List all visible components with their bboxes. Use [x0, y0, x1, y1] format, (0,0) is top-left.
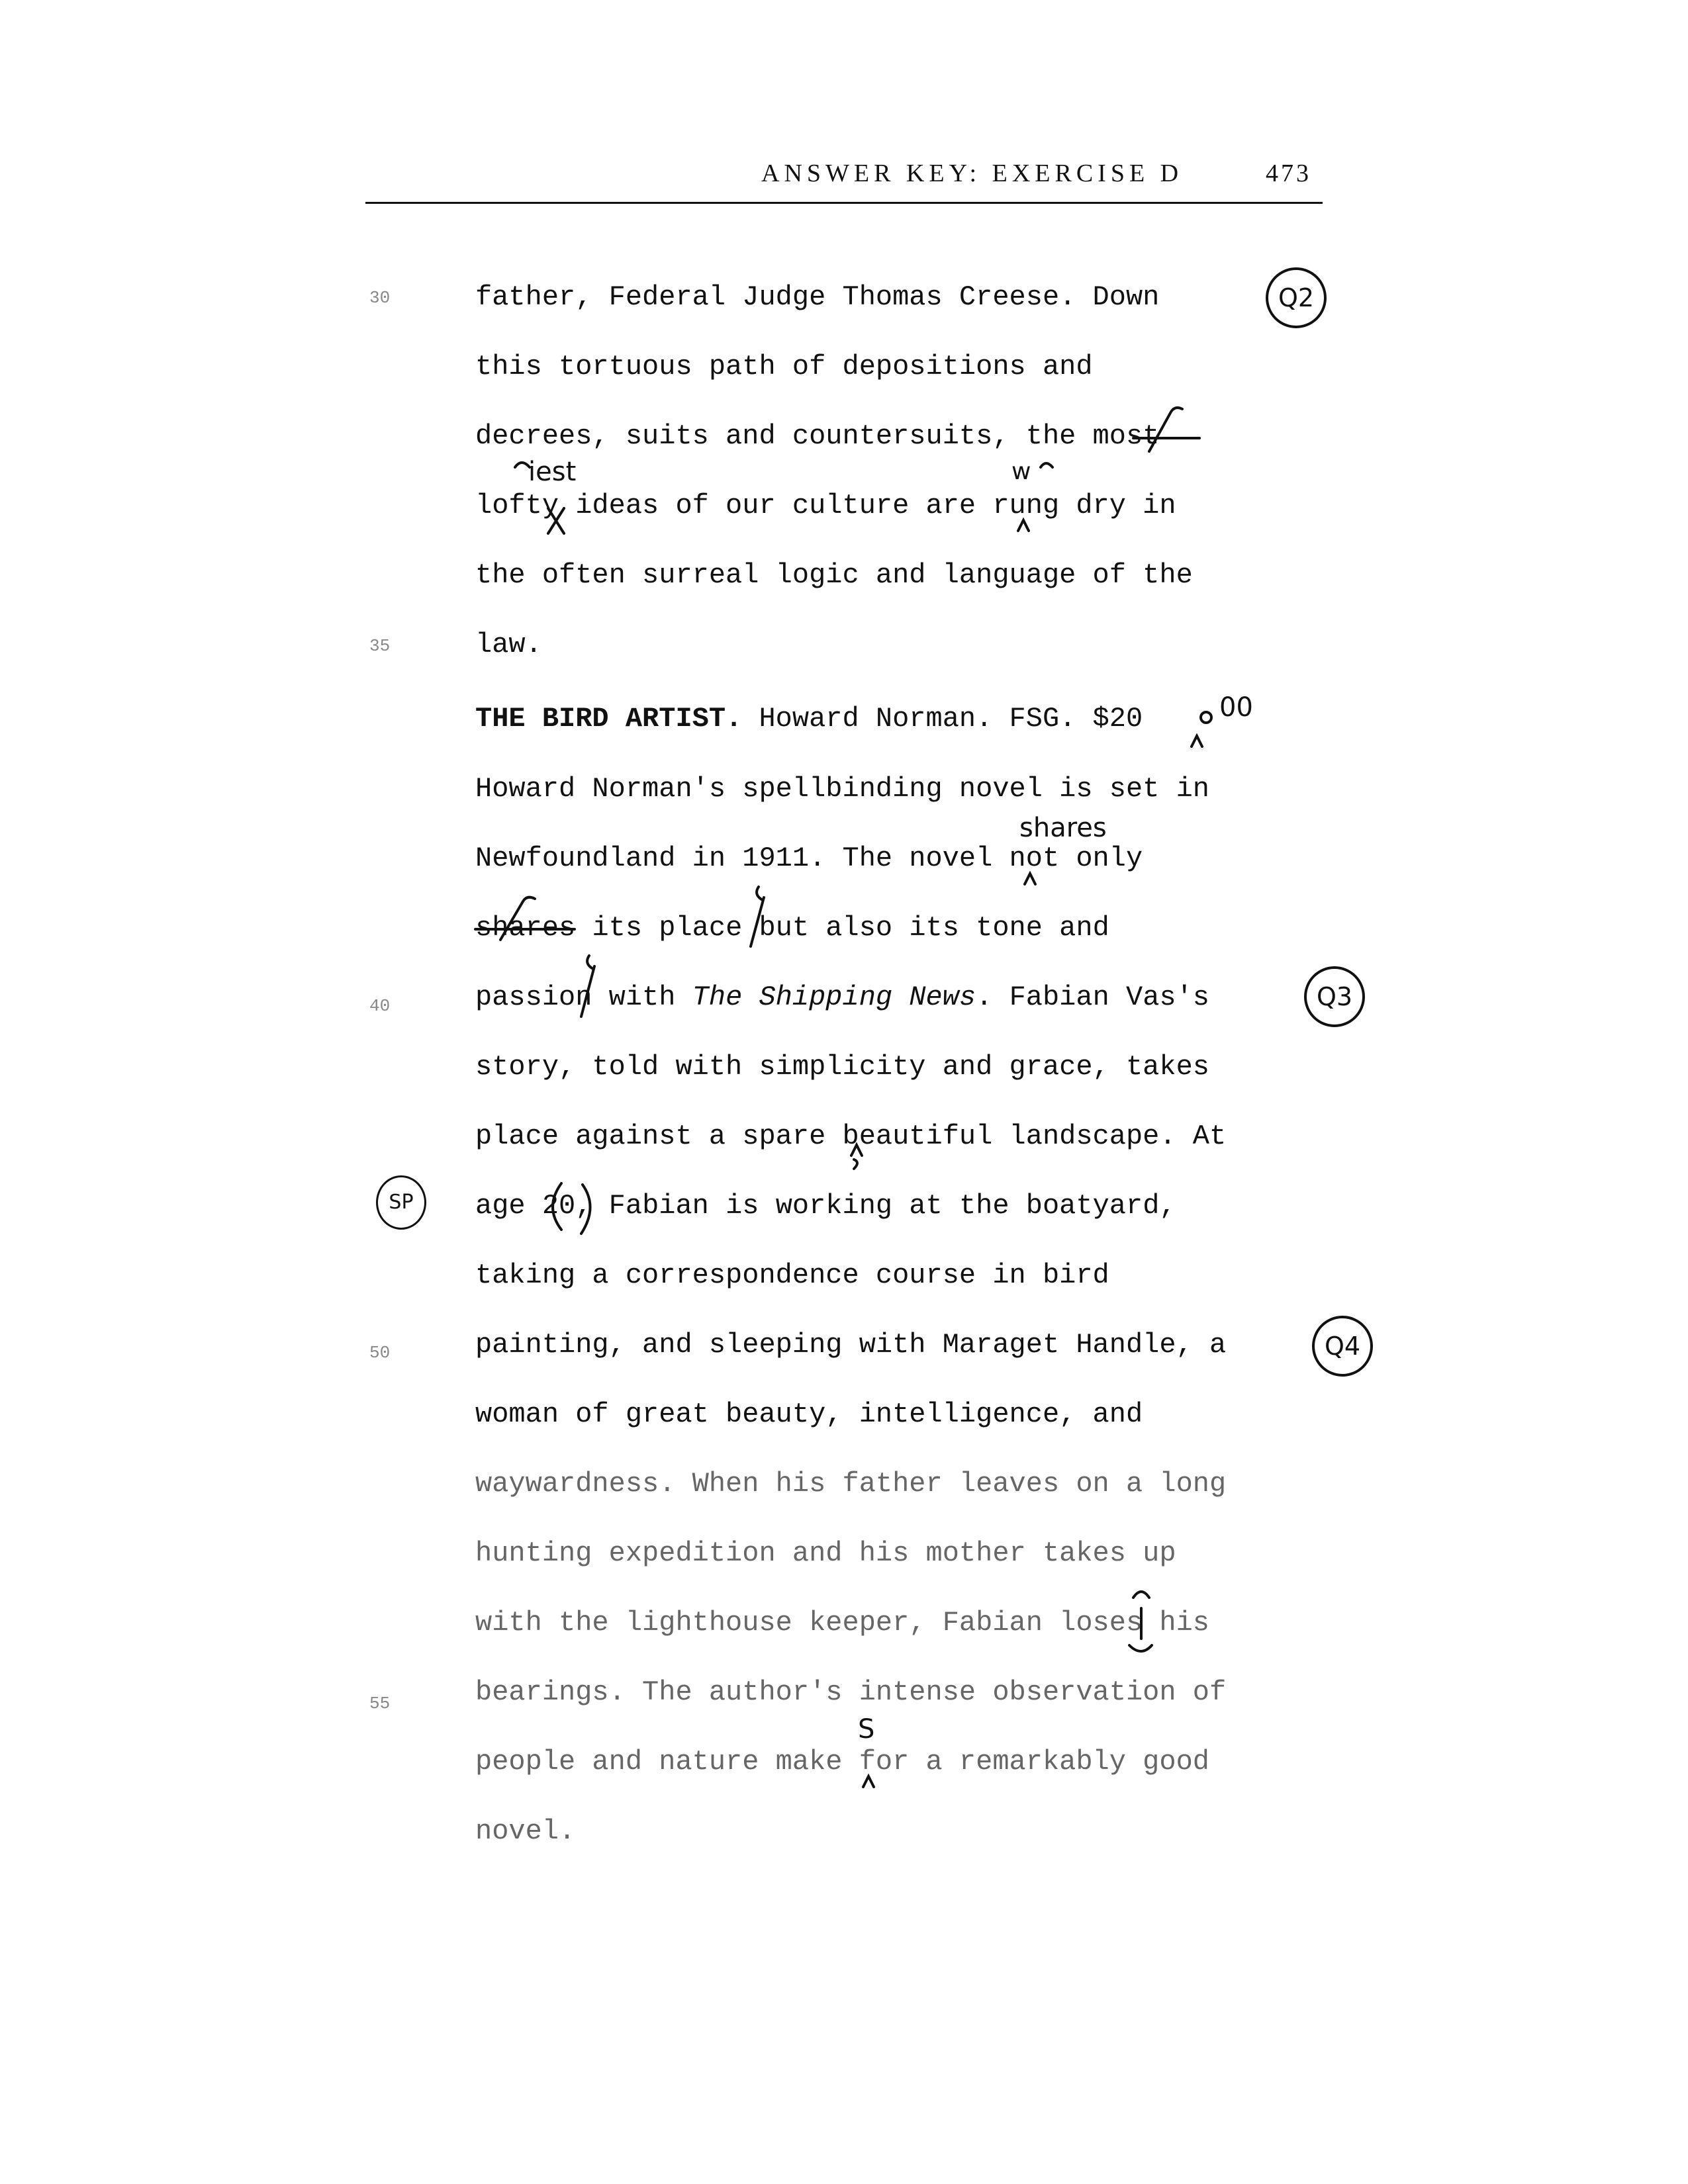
text-line-4: [475, 490, 1176, 522]
line-number-50: 50: [369, 1343, 391, 1363]
text-line-16: painting, and sleeping with Maraget Handle, a: [475, 1329, 1227, 1361]
line-number-55: 55: [369, 1694, 391, 1713]
text-line-1: father, Federal Judge Thomas Creese. Down: [475, 281, 1160, 313]
text-line-23: novel.: [475, 1815, 576, 1847]
query-q2: Q2: [1266, 267, 1327, 328]
header-rule: [365, 202, 1323, 204]
text-line-20: with the lighthouse keeper, Fabian loses his: [475, 1607, 1209, 1639]
text-line-11-part-c: . Fabian Vas's: [976, 981, 1210, 1013]
italic-title: The Shipping News: [692, 981, 976, 1013]
text-line-11-part-b: with: [592, 981, 692, 1013]
circled-number: 20: [541, 1190, 576, 1222]
insertion-shares: shares: [1019, 813, 1107, 843]
spell-out-mark: SP: [376, 1175, 426, 1230]
text-line-4-part-b: rung dry in: [992, 490, 1176, 522]
text-line-10-part-c: but also its tone and: [742, 912, 1109, 944]
book-citation: Howard Norman. FSG. $20: [742, 703, 1143, 735]
page-number: 473: [1266, 159, 1311, 187]
caret-w: [1041, 463, 1053, 467]
text-line-12: story, told with simplicity and grace, takes: [475, 1051, 1209, 1083]
close-up-bottom: [1129, 1645, 1152, 1651]
query-q3: Q3: [1304, 966, 1365, 1027]
insertion-money-cents: 00: [1219, 692, 1253, 723]
text-line-11: [475, 981, 1209, 1013]
query-q4: Q4: [1312, 1316, 1373, 1377]
text-line-10: [475, 912, 1109, 944]
text-line-8: Howard Norman's spellbinding novel is set in: [475, 773, 1209, 805]
text-line-2: this tortuous path of depositions and: [475, 351, 1093, 383]
text-line-14: [475, 1190, 1176, 1222]
insertion-w: w: [1011, 458, 1031, 485]
struck-word-shares: shares: [475, 912, 576, 944]
line-number-30: 30: [369, 288, 391, 308]
decimal-point-mark: [1201, 712, 1211, 723]
text-line-17: woman of great beauty, intelligence, and: [475, 1398, 1143, 1430]
text-line-14-part-b: , Fabian is working at the boatyard,: [575, 1190, 1176, 1222]
text-line-22-part-a: people and nature make: [475, 1746, 843, 1778]
book-title: THE BIRD ARTIST.: [475, 703, 743, 735]
insert-caret-wrung: [1018, 520, 1029, 531]
text-line-7: [475, 703, 1143, 735]
insert-caret-s: [863, 1776, 874, 1787]
text-line-21: bearings. The author's intense observation of: [475, 1676, 1227, 1708]
text-line-11-part-a: passion: [475, 981, 592, 1013]
running-head: ANSWER KEY: EXERCISE D: [761, 159, 1184, 187]
line-number-35: 35: [369, 636, 391, 656]
insert-caret-money: [1192, 736, 1202, 747]
text-line-4-part-a: lofty ideas of our culture are: [475, 490, 993, 522]
comma-mark-passion: [587, 956, 593, 969]
insertion-iest: iest: [528, 457, 577, 487]
text-line-10-part-b: its place: [575, 912, 743, 944]
text-line-9: Newfoundland in 1911. The novel not only: [475, 842, 1143, 874]
insert-caret-shares: [1025, 874, 1035, 884]
text-line-19: hunting expedition and his mother takes up: [475, 1537, 1176, 1569]
text-line-3: decrees, suits and countersuits, the most: [475, 420, 1160, 452]
text-line-22-part-b: for a remarkably good: [842, 1746, 1209, 1778]
comma-insert-mark: [854, 1160, 857, 1169]
insertion-s: S: [858, 1714, 875, 1745]
text-line-6: law.: [475, 629, 542, 660]
comma-mark-place: [757, 887, 763, 900]
text-line-13: place against a spare beautiful landscape. At: [475, 1120, 1227, 1152]
text-line-15: taking a correspondence course in bird: [475, 1259, 1109, 1291]
text-line-22: [475, 1746, 1209, 1778]
text-line-5: the often surreal logic and language of the: [475, 559, 1193, 591]
caret-iest: [515, 463, 530, 467]
line-number-40: 40: [369, 996, 391, 1016]
close-up-top: [1133, 1592, 1149, 1598]
text-line-14-part-a: age: [475, 1190, 542, 1222]
text-line-18: waywardness. When his father leaves on a long: [475, 1468, 1227, 1500]
